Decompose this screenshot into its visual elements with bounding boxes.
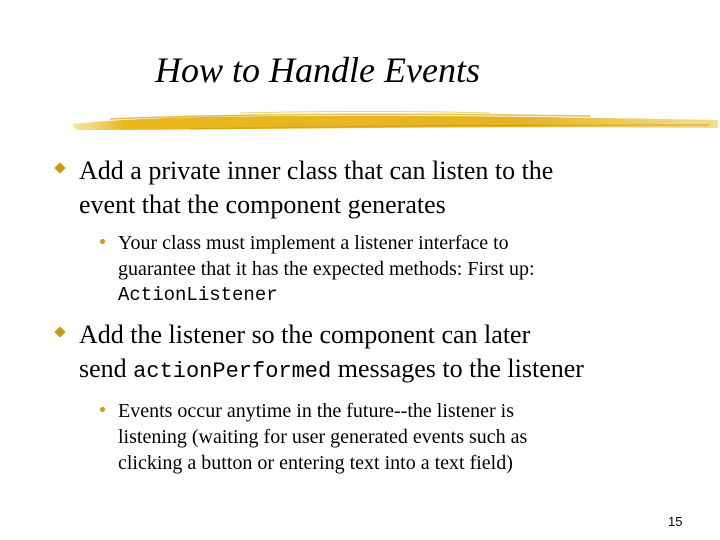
slide-title: How to Handle Events <box>155 50 480 90</box>
sub-bullet-line: clicking a button or entering text into a text field) <box>118 452 513 474</box>
dot-bullet-icon <box>100 239 105 244</box>
bullet-line: Add a private inner class that can listen to the <box>79 156 554 185</box>
bullet-text: messages to the listener <box>337 354 584 383</box>
sub-bullet-line: listening (waiting for user generated events such as <box>118 426 528 448</box>
diamond-bullet-icon <box>54 326 65 337</box>
code-text: actionPerformed <box>133 359 332 384</box>
page-number: 15 <box>668 514 683 529</box>
diamond-bullet-icon <box>54 162 65 173</box>
dot-bullet-icon <box>100 407 105 412</box>
bullet-text: send <box>79 354 127 383</box>
sub-bullet-line: Your class must implement a listener interface to <box>118 232 509 254</box>
bullet-line: Add the listener so the component can later <box>79 320 531 349</box>
sub-bullet-line: Events occur anytime in the future--the listener is <box>118 400 514 422</box>
sub-bullet-line: guarantee that it has the expected methods: First up: <box>118 258 535 280</box>
bullet-line <box>79 352 584 389</box>
bullet-line: event that the component generates <box>79 190 446 219</box>
code-text: ActionListener <box>118 284 278 306</box>
title-underline-brushstroke <box>70 108 720 136</box>
